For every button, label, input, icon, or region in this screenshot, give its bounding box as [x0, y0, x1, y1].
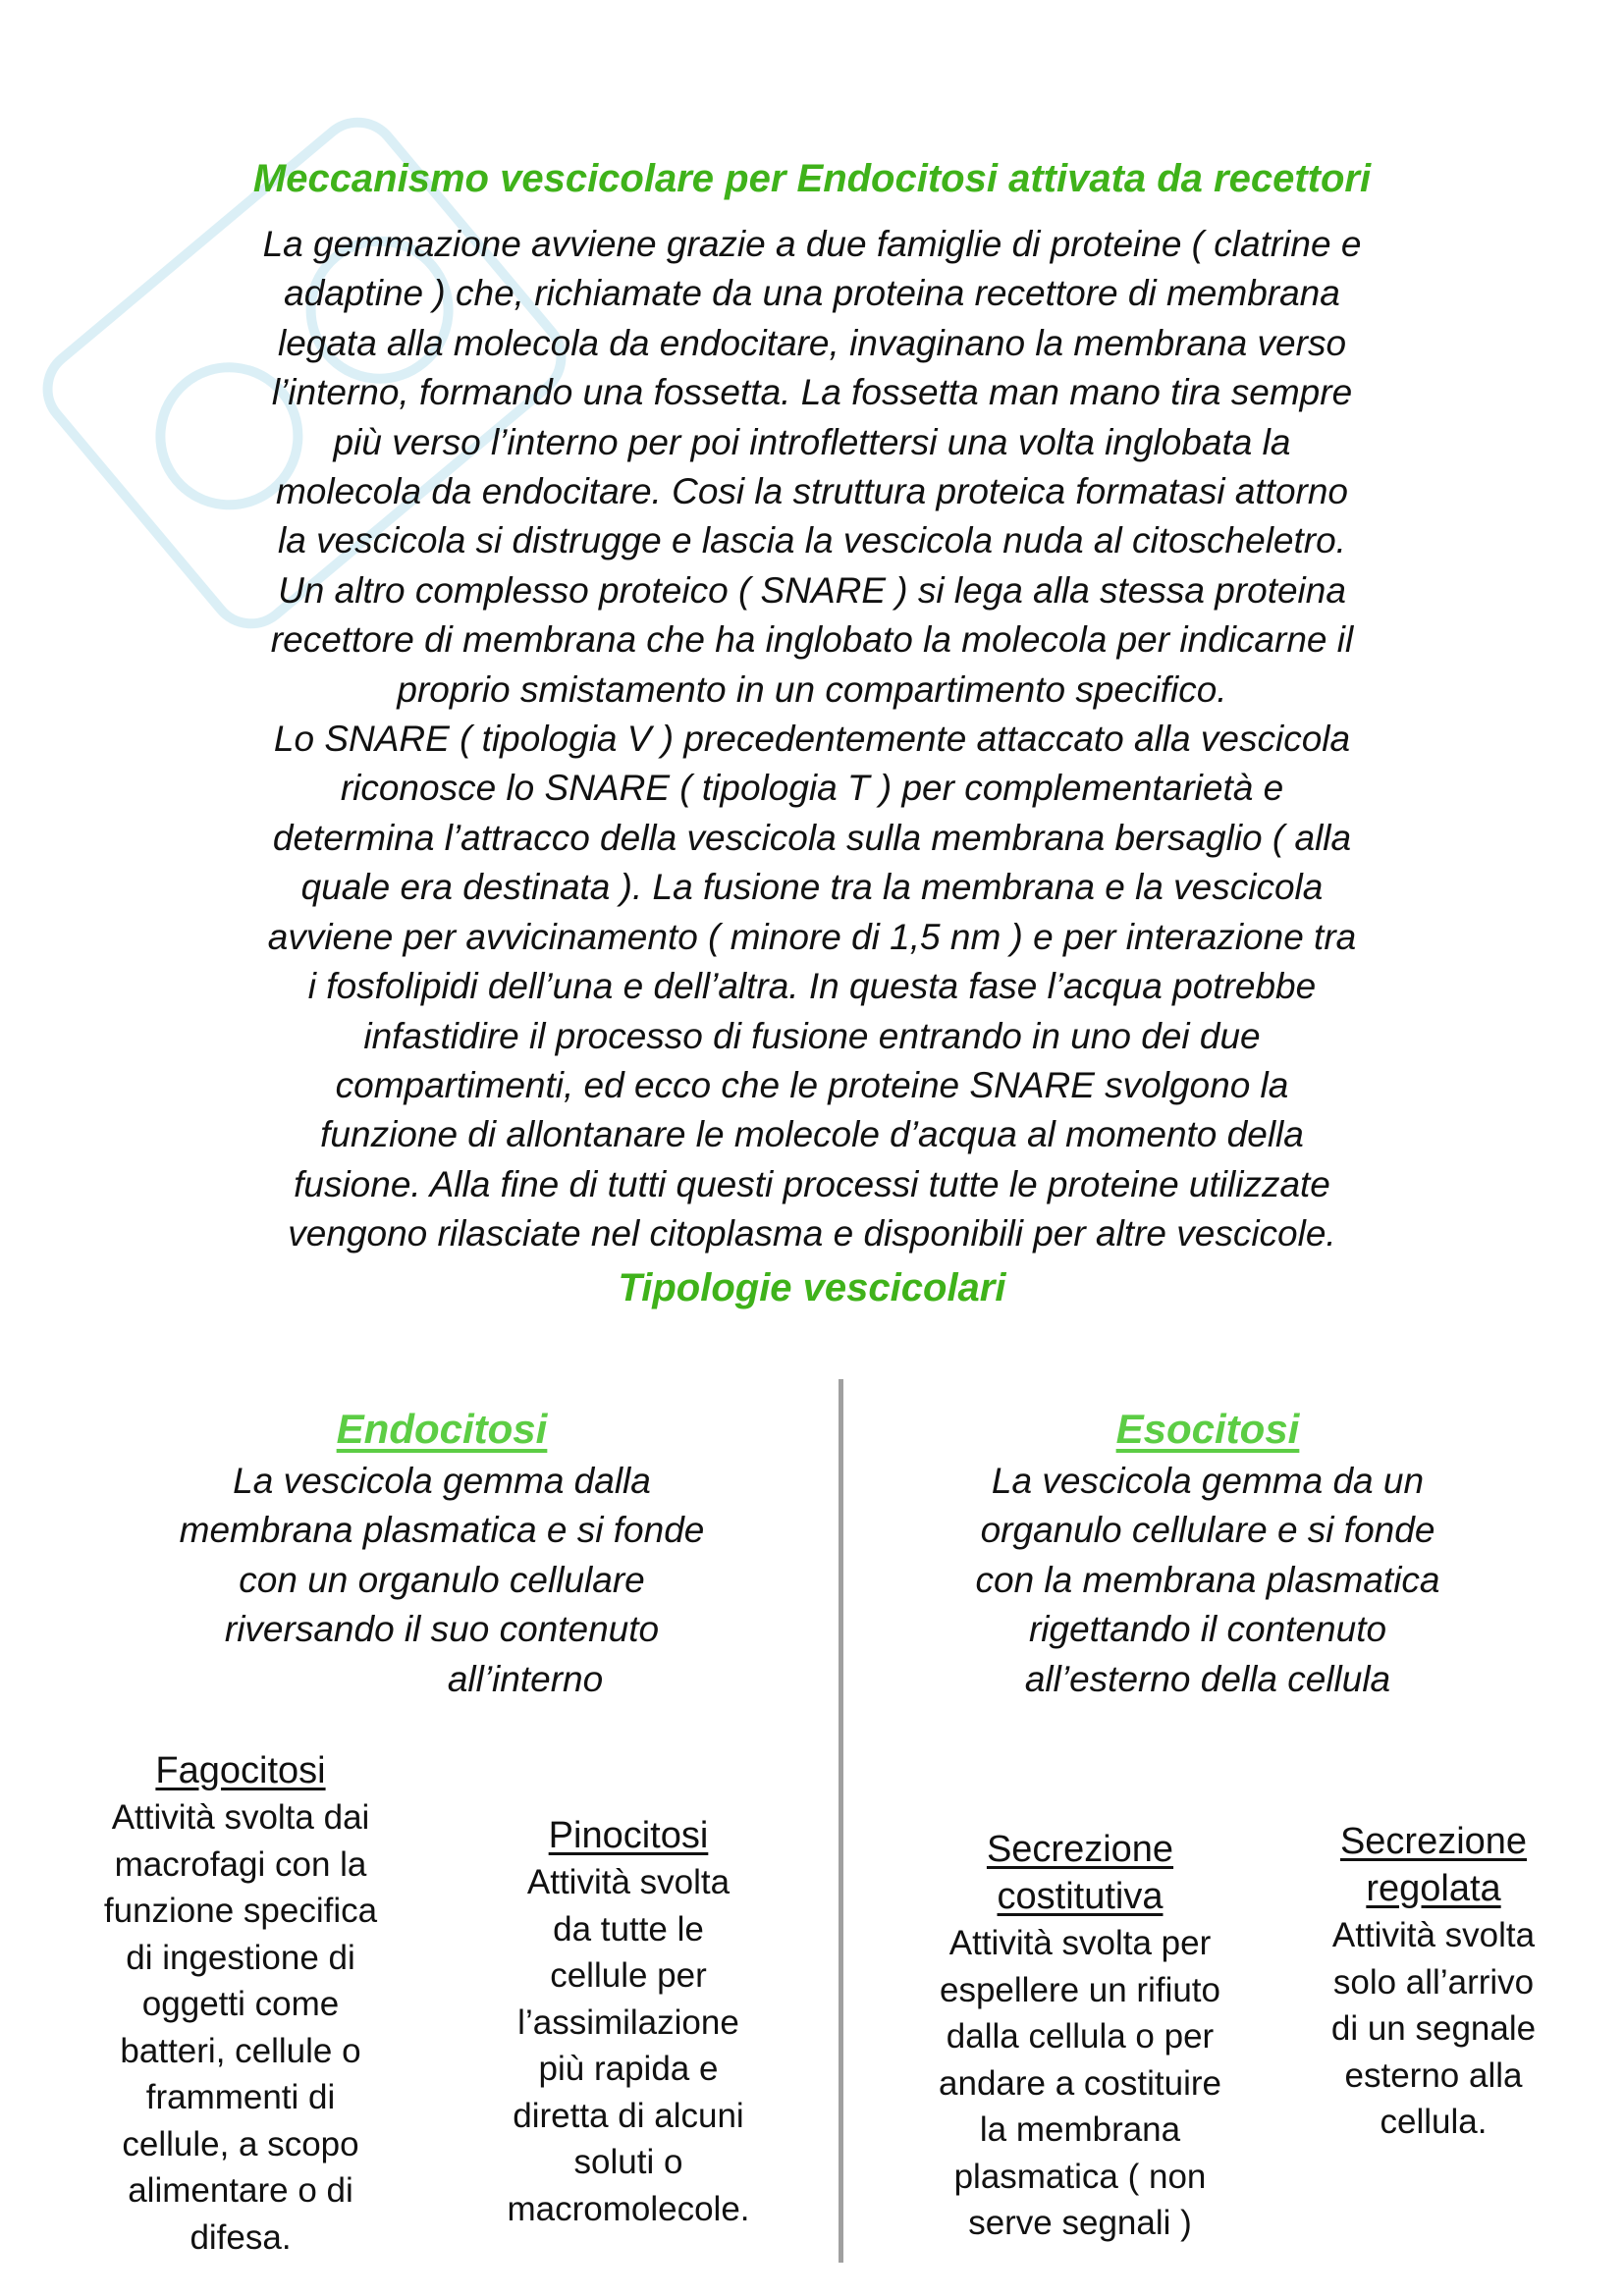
fagocitosi-heading: Fagocitosi: [155, 1750, 326, 1791]
endocitosi-heading: Endocitosi: [336, 1406, 548, 1452]
pinocitosi-heading: Pinocitosi: [548, 1815, 709, 1856]
column-divider: [839, 1379, 843, 2263]
secrezione-costitutiva-description: Attività svolta per espellere un rifiuto dalla cellula o per andare a costituire la membrana plasmatica ( non serve segnali ): [939, 1924, 1221, 2242]
section-subtitle: Tipologie vescicolari: [618, 1266, 1006, 1309]
endocitosi-description: La vescicola gemma dalla membrana plasmatica e si fonde con un organulo cellulare riversando il suo contenuto all’interno: [179, 1461, 705, 1699]
page-title: Meccanismo vescicolare per Endocitosi attivata da recettori: [252, 157, 1372, 200]
esocitosi-description: La vescicola gemma da un organulo cellulare e si fonde con la membrana plasmatica rigettando il contenuto all’esterno della cellula: [975, 1461, 1440, 1699]
secrezione-regolata-heading: Secrezione regolata: [1339, 1821, 1528, 1909]
secrezione-costitutiva-heading: Secrezione costitutiva: [986, 1829, 1174, 1917]
fagocitosi-description: Attività svolta dai macrofagi con la funzione specifica di ingestione di oggetti come batteri, cellule o frammenti di cellule, a scopo alimentare o di difesa.: [103, 1798, 378, 2257]
secrezione-regolata-description: Attività svolta solo all’arrivo di un segnale esterno alla cellula.: [1330, 1916, 1537, 2141]
body-paragraph: La gemmazione avviene grazie a due famiglie di proteine ( clatrine e adaptine ) che, richiamate da una proteina recettore di membrana legata alla molecola da endocitare, invaginano la membrana verso l’interno, formando una fossetta. La fossetta man mano tira sempre più verso l’interno per poi introflettersi una volta inglobata la molecola da endocitare. Cosi la struttura proteica formatasi attorno la vescicola si distrugge e lascia la vescicola nuda al citoscheletro. Un altro complesso proteico ( SNARE ) si lega alla stessa proteina recettore di membrana che ha inglobato la molecola per indicarne il proprio smistamento in un compartimento specifico. Lo SNARE ( tipologia V ) precedentemente attaccato alla vescicola riconosce lo SNARE ( tipologia T ) per complementarietà e determina l’attracco della vescicola sulla membrana bersaglio ( alla quale era destinata ). La fusione tra la membrana e la vescicola avviene per avvicinamento ( minore di 1,5 nm ) e per interazione tra i fosfolipidi dell’una e dell’altra. In questa fase l’acqua potrebbe infastidire il processo di fusione entrando in uno dei due compartimenti, ed ecco che le proteine SNARE svolgono la funzione di allontanare le molecole d’acqua al momento della fusione. Alla fine di tutti questi processi tutte le proteine utilizzate vengono rilasciate nel citoplasma e disponibili per altre vescicole.: [262, 224, 1362, 1255]
esocitosi-heading: Esocitosi: [1115, 1406, 1300, 1452]
pinocitosi-description: Attività svolta da tutte le cellule per l’assimilazione più rapida e diretta di alcuni soluti o macromolecole.: [507, 1863, 750, 2228]
